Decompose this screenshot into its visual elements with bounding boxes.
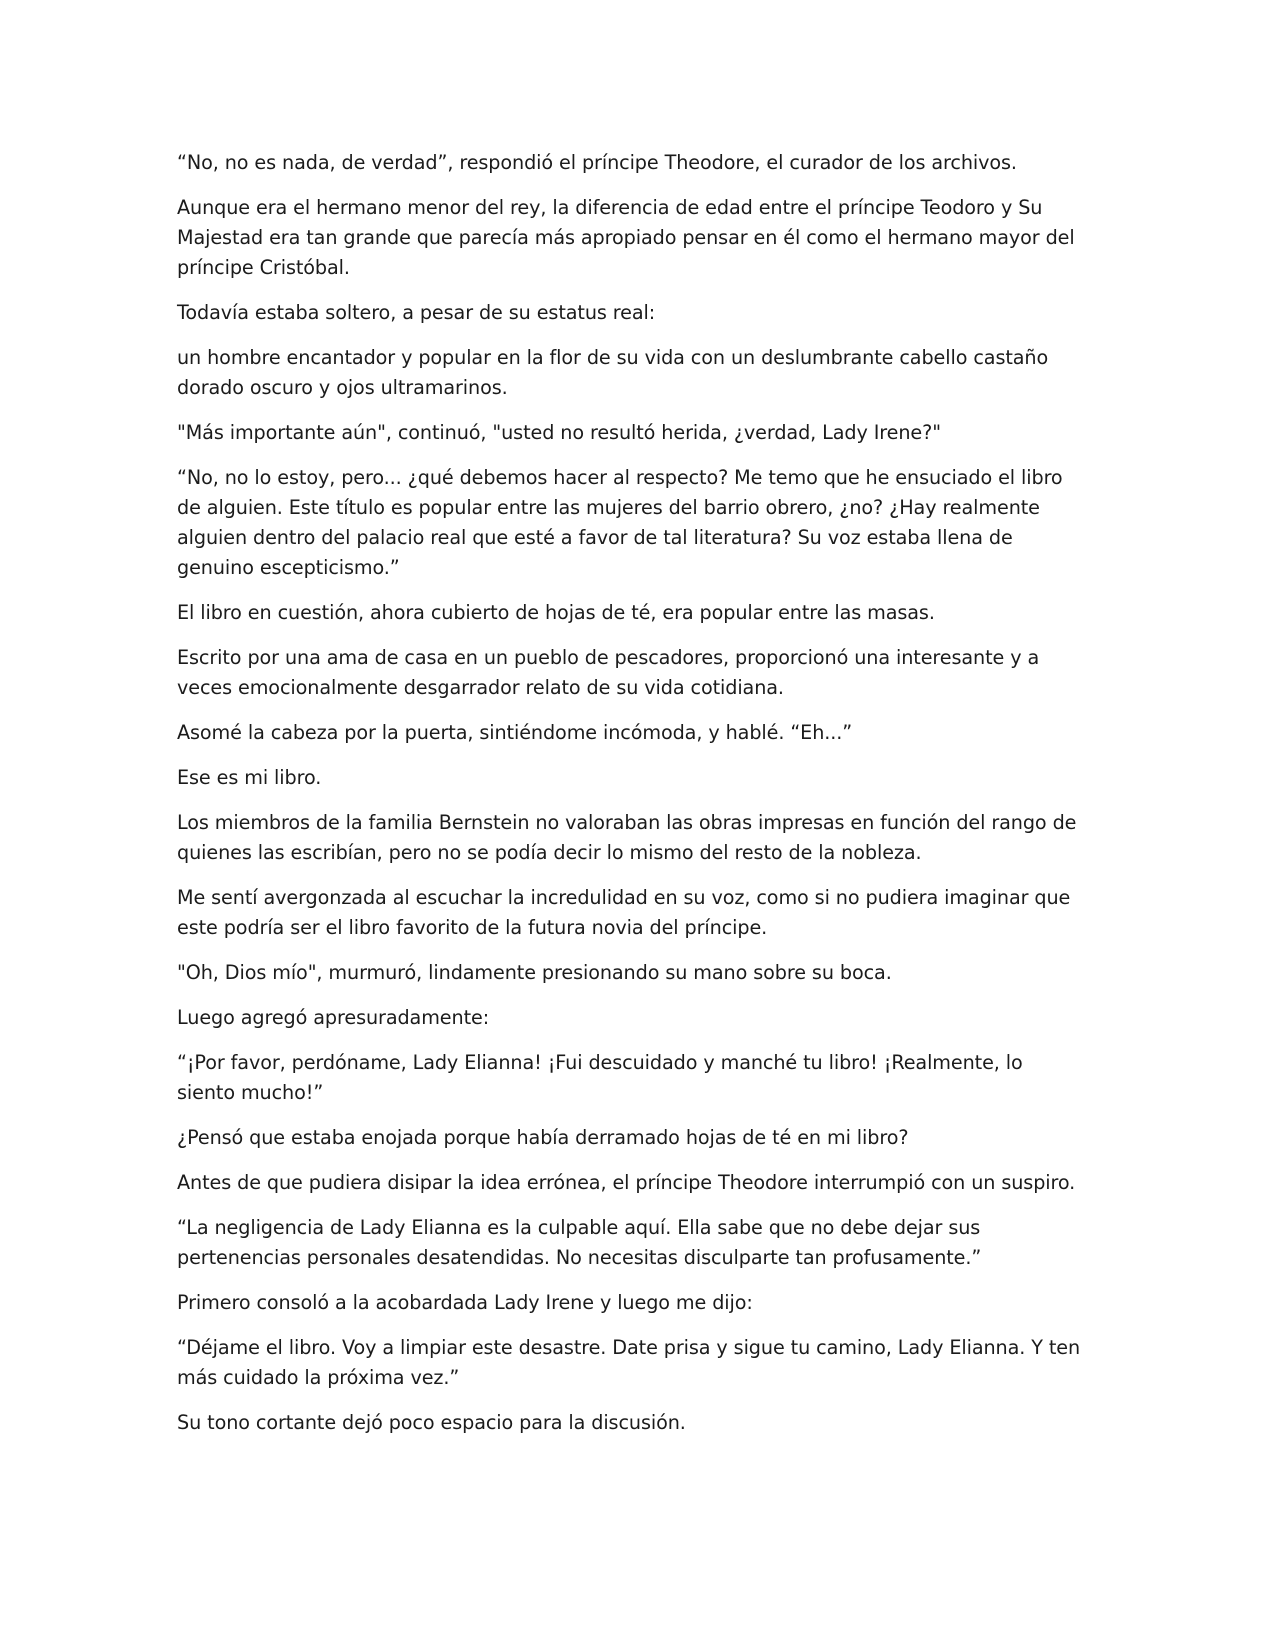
paragraph: “No, no es nada, de verdad”, respondió el príncipe Theodore, el curador de los archivos. [177,151,1017,174]
paragraph: Aunque era el hermano menor del rey, la diferencia de edad entre el príncipe Teodoro y Su Majestad era tan grande que parecía más apropiado pensar en él como el hermano mayor del príncipe Cristóbal. [177,196,1075,279]
paragraph: Asomé la cabeza por la puerta, sintiéndome incómoda, y hablé. “Eh...” [177,721,853,744]
paragraph: Escrito por una ama de casa en un pueblo de pescadores, proporcionó una interesante y a veces emocionalmente desgarrador relato de su vida cotidiana. [177,646,1040,699]
paragraph: Luego agregó apresuradamente: [177,1006,490,1029]
paragraph: El libro en cuestión, ahora cubierto de hojas de té, era popular entre las masas. [177,601,935,624]
paragraph: Todavía estaba soltero, a pesar de su estatus real: [177,301,656,324]
paragraph: “No, no lo estoy, pero... ¿qué debemos hacer al respecto? Me temo que he ensuciado el libro de alguien. Este título es popular entre las mujeres del barrio obrero, ¿no? ¿Hay realmente alguien dentro del palacio real que esté a favor de tal literatura? Su voz estaba llena de genuino escepticismo.” [177,466,1063,579]
document-body [177,148,1086,1438]
paragraph: Primero consoló a la acobardada Lady Irene y luego me dijo: [177,1291,753,1314]
paragraph: "Oh, Dios mío", murmuró, lindamente presionando su mano sobre su boca. [177,961,892,984]
paragraph: ¿Pensó que estaba enojada porque había derramado hojas de té en mi libro? [177,1126,909,1149]
paragraph: “La negligencia de Lady Elianna es la culpable aquí. Ella sabe que no debe dejar sus pertenencias personales desatendidas. No necesitas disculparte tan profusamente.” [177,1216,982,1269]
paragraph: Me sentí avergonzada al escuchar la incredulidad en su voz, como si no pudiera imaginar que este podría ser el libro favorito de la futura novia del príncipe. [177,886,1071,939]
paragraph: Su tono cortante dejó poco espacio para la discusión. [177,1411,686,1434]
paragraph: “Déjame el libro. Voy a limpiar este desastre. Date prisa y sigue tu camino, Lady Elianna. Y ten más cuidado la próxima vez.” [177,1336,1081,1389]
paragraph: Antes de que pudiera disipar la idea errónea, el príncipe Theodore interrumpió con un suspiro. [177,1171,1076,1194]
paragraph: Ese es mi libro. [177,766,322,789]
paragraph: un hombre encantador y popular en la flor de su vida con un deslumbrante cabello castaño dorado oscuro y ojos ultramarinos. [177,346,1049,399]
paragraph: "Más importante aún", continuó, "usted no resultó herida, ¿verdad, Lady Irene?" [177,421,941,444]
paragraph: “¡Por favor, perdóname, Lady Elianna! ¡Fui descuidado y manché tu libro! ¡Realmente, lo siento mucho!” [177,1051,1023,1104]
paragraph: Los miembros de la familia Bernstein no valoraban las obras impresas en función del rango de quienes las escribían, pero no se podía decir lo mismo del resto de la nobleza. [177,811,1077,864]
